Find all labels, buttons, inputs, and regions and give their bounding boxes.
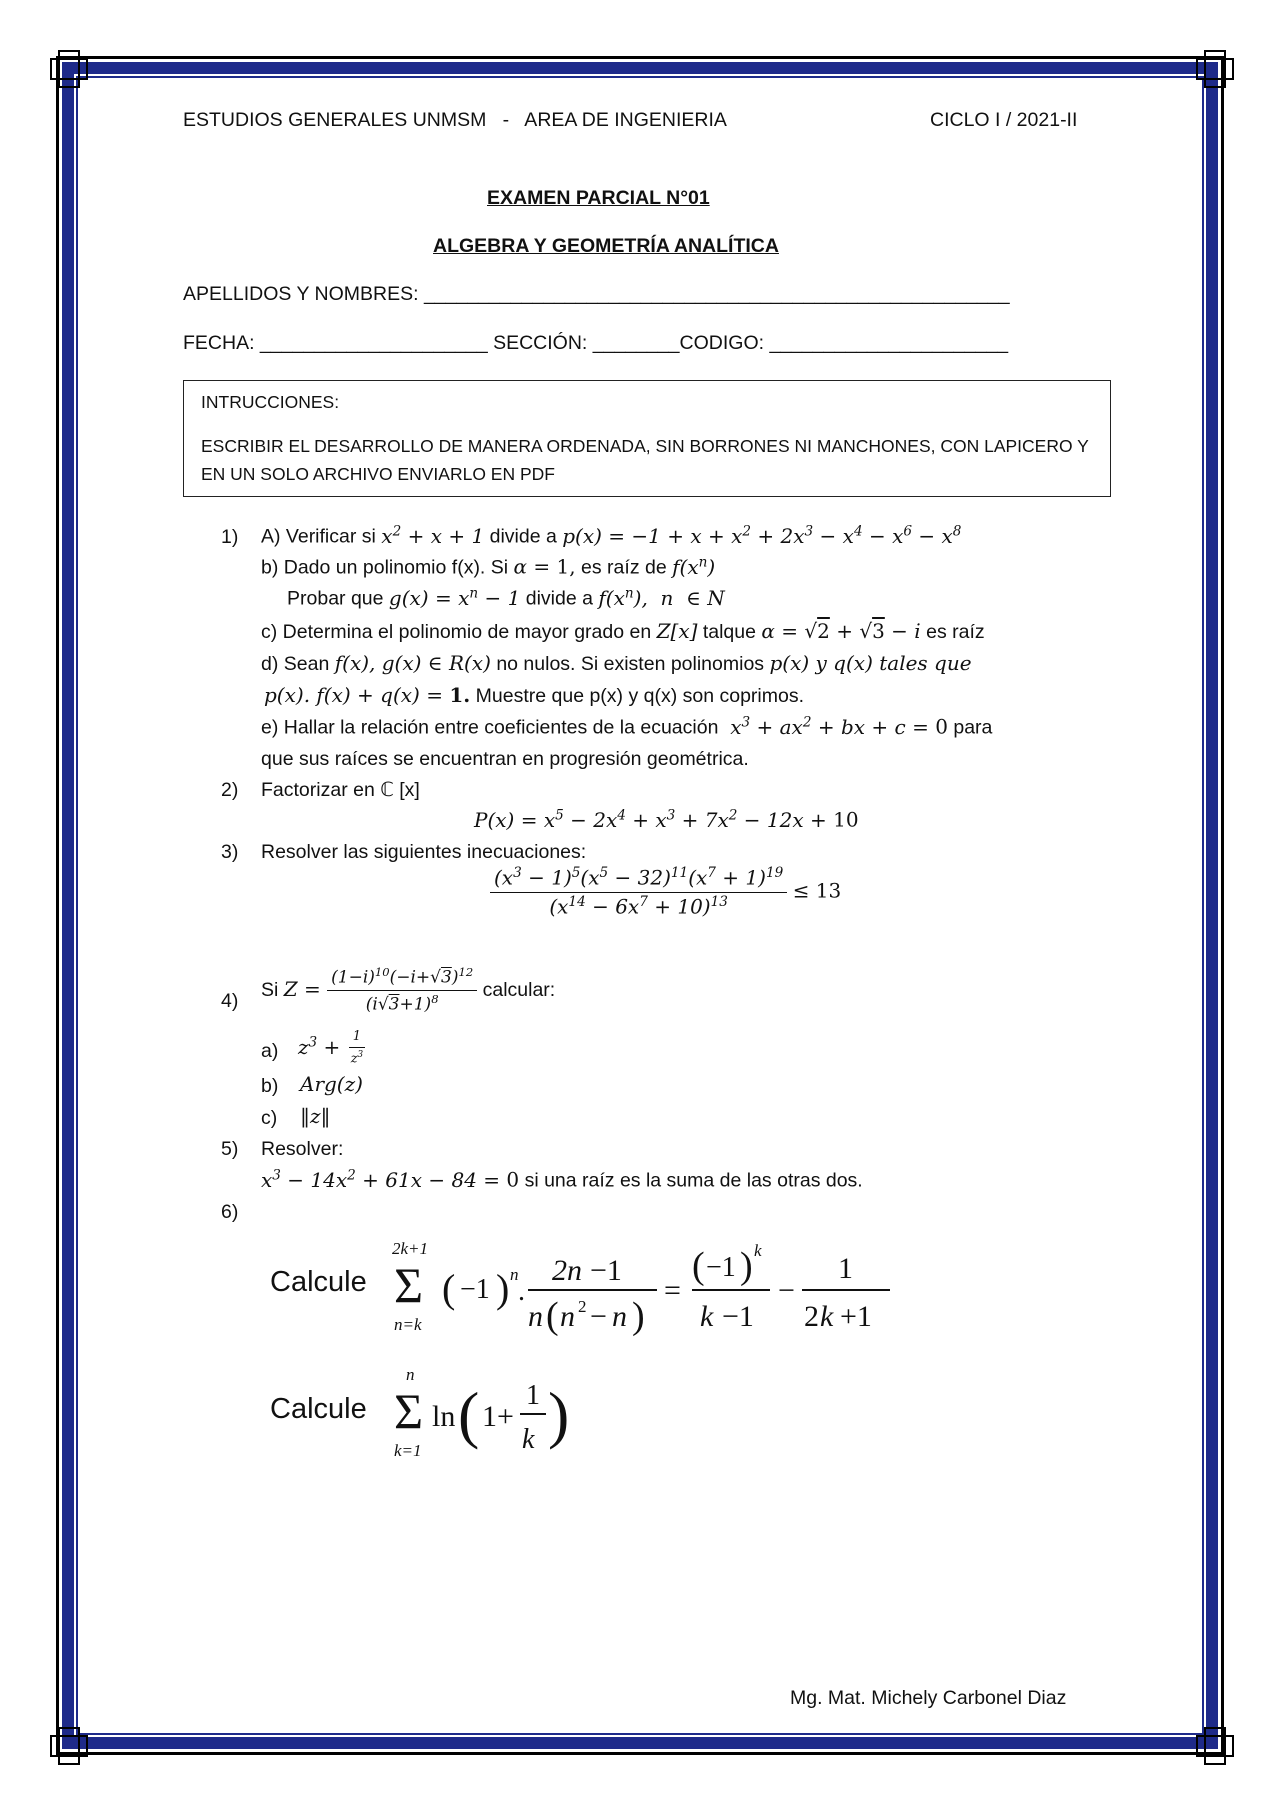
q2-text: Factorizar en ℂ [x] (261, 779, 420, 801)
q1-c-mid: talque (702, 621, 756, 643)
q3-text: Resolver las siguientes inecuaciones: (261, 841, 587, 863)
q1-d2: p(x). f(x) + q(x) = 1. Muestre que p(x) y q(x) son coprimos. (264, 683, 804, 707)
svg-text:1: 1 (838, 1252, 853, 1285)
svg-text:ln: ln (432, 1400, 456, 1433)
q1-b-mid: es raíz de (581, 556, 667, 579)
svg-text:−1: −1 (706, 1252, 736, 1283)
q4-item-a-label: a) (261, 1040, 279, 1062)
q1-d: d) Sean f(x), g(x) ∈ R(x) no nulos. Si existen polinomios p(x) y q(x) tales que (261, 651, 972, 675)
q1-b: b) Dado un polinomio f(x). Si α = 1, es raíz de $f(x^n)$ (261, 554, 716, 579)
svg-text:k: k (754, 1241, 762, 1260)
instructions-line1: ESCRIBIR EL DESARROLLO DE MANERA ORDENADA, SIN BORRONES NI MANCHONES, CON LAPICERO Y (201, 436, 1089, 456)
svg-text:−: − (778, 1274, 795, 1307)
svg-text:2k+1: 2k+1 (392, 1239, 429, 1258)
corner-ornament (50, 50, 84, 84)
q1-e2: que sus raíces se encuentran en progresión geométrica. (261, 748, 749, 770)
q4-item-c-label: c) (261, 1107, 278, 1129)
q5-equation: $x^3 - 14x^2 + 61x - 84 = 0$ si una raíz es la suma de las otras dos. (261, 1167, 863, 1192)
svg-text:): ) (632, 1295, 645, 1337)
q5-number: 5) (221, 1138, 239, 1160)
q1-d2-end: Muestre que p(x) y q(x) son coprimos. (475, 685, 804, 707)
svg-text:=: = (664, 1274, 681, 1307)
q1-b-label: b) Dado un polinomio f(x). Si (261, 556, 509, 579)
q1-d-label: d) Sean (261, 653, 330, 675)
svg-text:(: ( (546, 1295, 559, 1337)
svg-text:k: k (522, 1424, 535, 1455)
q1-number: 1) (221, 526, 239, 548)
svg-text:n: n (560, 1300, 575, 1333)
q6-sum1-formula (392, 1238, 912, 1353)
q3-number: 3) (221, 841, 239, 863)
q4-si: Si (261, 978, 279, 1001)
svg-text:Σ: Σ (394, 1383, 424, 1439)
instructions-heading: INTRUCCIONES: (201, 392, 340, 412)
svg-text:2: 2 (804, 1300, 819, 1333)
svg-text:2n: 2n (552, 1254, 582, 1287)
svg-text:−: − (590, 1300, 607, 1333)
q4-number: 4) (221, 990, 239, 1012)
svg-text:k=1: k=1 (394, 1441, 422, 1460)
corner-ornament (1196, 50, 1230, 84)
corner-ornament (1196, 1727, 1230, 1761)
q6-calc1-label (270, 1266, 367, 1299)
q4-item-b-label: b) (261, 1075, 279, 1097)
q6-calc2: Calcule (270, 1393, 367, 1425)
q1-a: A) Verificar si $x^2 + x + 1$ divide a $p(x) = -1 + x + x^2 + 2x^3 - x^4 - x^6 - x^8$ (261, 523, 962, 548)
svg-text:−1: −1 (460, 1274, 490, 1305)
q3-inequality: $\frac{(x^3 - 1)^5(x^5 - 32)^{11}(x^7 + 1)^{19}}{(x^{14} - 6x^7 + 10)^{13}}$ ≤ 13 (490, 866, 841, 918)
q4-expression: Si Z = $\frac{(1-i)^{10}(-i+√3)^{12}}{(i√3+1)^8}$ calcular: (261, 965, 556, 1015)
svg-text:k: k (820, 1300, 834, 1333)
q5-end: si una raíz es la suma de las otras dos. (524, 1169, 863, 1192)
svg-text:(: ( (458, 1379, 480, 1450)
q1-e-end: para (953, 716, 993, 739)
svg-text:−1: −1 (590, 1254, 622, 1287)
exam-subtitle: ALGEBRA Y GEOMETRÍA ANALÍTICA (433, 235, 779, 257)
svg-text:(: ( (692, 1245, 705, 1287)
q4-calc: calcular: (482, 978, 556, 1001)
q6-sum2-formula (392, 1364, 592, 1479)
q2-number: 2) (221, 779, 239, 801)
q6-number: 6) (221, 1201, 239, 1223)
svg-text:−1: −1 (722, 1300, 754, 1333)
q1-e: e) Hallar la relación entre coeficientes de la ecuación $x^3 + ax^2$ + bx + c = 0 para (261, 714, 993, 739)
q2-polynomial: $P(x) = x^5 - 2x^4 + x^3 + 7x^2 - 12x + 10$ (474, 807, 859, 832)
q4-item-a: $z^3$ + $\frac{1}{z^3}$ (298, 1029, 364, 1067)
q4-item-b: Arg(z) (300, 1072, 363, 1096)
svg-text:+1: +1 (840, 1300, 872, 1333)
svg-text:(: ( (442, 1266, 456, 1311)
q1-e-label: e) Hallar la relación entre coeficientes de la ecuación (261, 716, 719, 739)
names-field: APELLIDOS Y NOMBRES: ______________________________________________________ (183, 283, 1010, 305)
svg-text:): ) (496, 1266, 510, 1311)
corner-ornament (50, 1727, 84, 1761)
q1-b2: Probar que $g(x) = x^n - 1$ divide a $f(x^n)$, n ∈ N (287, 585, 725, 610)
q1-a-label: A) Verificar si (261, 525, 376, 548)
svg-text:2: 2 (578, 1297, 587, 1316)
instructions-line2: EN UN SOLO ARCHIVO ENVIARLO EN PDF (201, 464, 555, 484)
svg-text:n=k: n=k (394, 1315, 422, 1334)
svg-text:n: n (528, 1300, 543, 1333)
svg-text:n: n (612, 1300, 627, 1333)
q1-a-mid: divide a (489, 525, 557, 548)
q1-b2-label: Probar que (287, 587, 384, 610)
q1-c-end: es raíz (926, 621, 985, 643)
svg-text:k: k (700, 1300, 714, 1333)
svg-text:1+: 1+ (482, 1400, 514, 1433)
svg-text:.: . (518, 1276, 525, 1307)
header-institution: ESTUDIOS GENERALES UNMSM - AREA DE INGENIERIA (183, 109, 727, 131)
footer-author: Mg. Mat. Michely Carbonel Diaz (790, 1687, 1067, 1709)
q1-b2-mid: divide a (525, 587, 593, 610)
q6-calc1: Calcule (270, 1266, 367, 1298)
q1-c-label: c) Determina el polinomio de mayor grado en (261, 621, 652, 643)
exam-title: EXAMEN PARCIAL N°01 (487, 187, 710, 209)
date-section-code-field: FECHA: _____________________ SECCIÓN: ________CODIGO: ______________________ (183, 332, 1009, 354)
svg-text:1: 1 (526, 1380, 540, 1411)
svg-text:): ) (548, 1379, 570, 1450)
svg-text:Σ: Σ (394, 1257, 424, 1313)
q5-text: Resolver: (261, 1138, 344, 1160)
svg-text:n: n (510, 1265, 519, 1284)
header-cycle: CICLO I / 2021-II (930, 109, 1078, 131)
q1-c: c) Determina el polinomio de mayor grado en Z[x] talque α = √2 + √3 − i es raíz (261, 619, 985, 643)
svg-text:): ) (740, 1245, 753, 1287)
q6-calc2-label (270, 1393, 367, 1426)
q4-item-c: ‖z‖ (300, 1104, 331, 1128)
q1-d-mid: no nulos. Si existen polinomios (496, 653, 765, 675)
svg-text:n: n (406, 1365, 415, 1384)
